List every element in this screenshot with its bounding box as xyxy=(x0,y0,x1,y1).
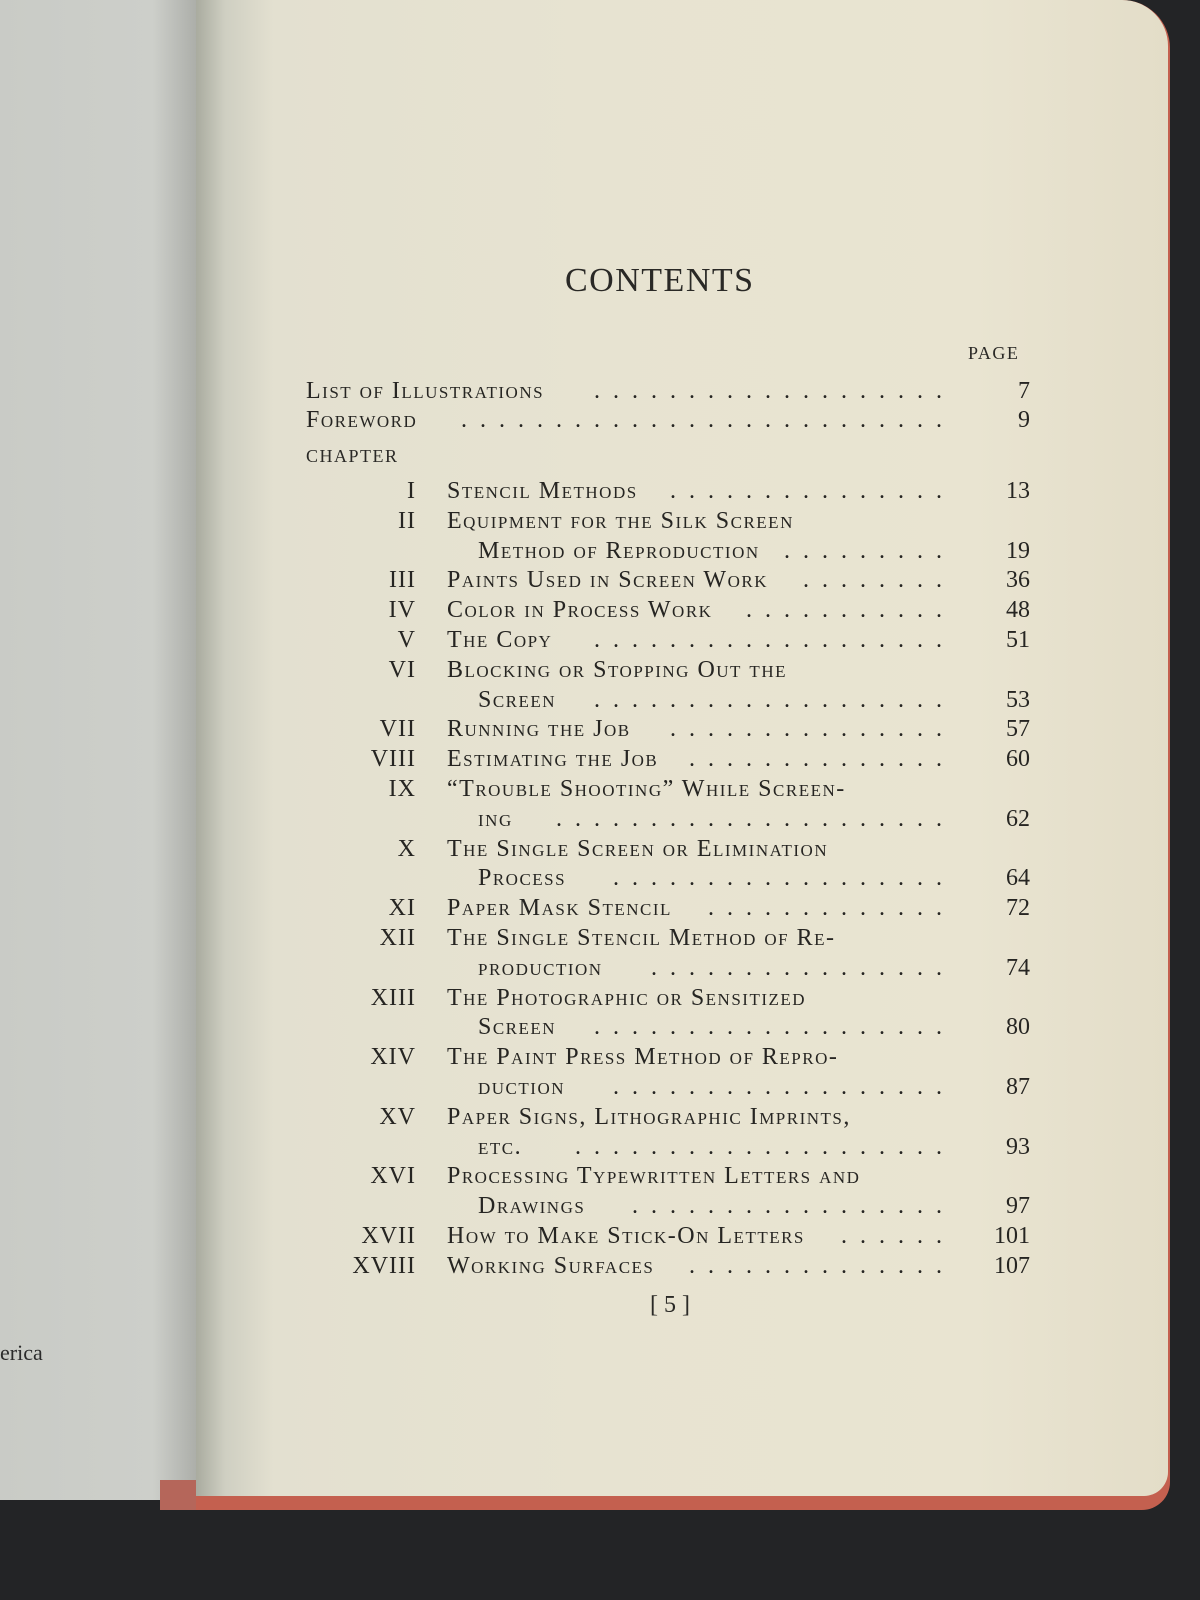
chapter-page: 53 xyxy=(1006,686,1030,713)
left-page-text-fragment: erica xyxy=(0,1340,43,1365)
chapter-title: Processing Typewritten Letters and xyxy=(447,1163,861,1190)
chapter-numeral: IX xyxy=(388,776,416,802)
chapter-title: Paints Used in Screen Work xyxy=(447,567,768,594)
dot-leader: ................... xyxy=(594,1014,955,1041)
chapter-page: 13 xyxy=(1006,478,1030,504)
chapter-numeral: XVII xyxy=(361,1223,416,1249)
chapter-title: The Single Screen or Elimination xyxy=(447,835,829,862)
chapter-numeral: XIV xyxy=(370,1044,416,1071)
chapter-column-header: CHAPTER xyxy=(306,446,399,466)
chapter-title: “Trouble Shooting” While Screen- xyxy=(447,776,846,802)
chapter-title: Working Surfaces xyxy=(447,1252,655,1279)
chapter-numeral: XII xyxy=(379,925,416,951)
chapter-title-continued: Method of Reproduction xyxy=(478,537,760,564)
chapter-title-continued: Screen xyxy=(478,1014,557,1041)
left-page xyxy=(0,0,218,1500)
front-matter-title: Foreword xyxy=(306,407,418,433)
chapter-title: The Single Stencil Method of Re- xyxy=(447,925,836,951)
chapter-title: Equipment for the Silk Screen xyxy=(447,507,794,534)
chapter-numeral: III xyxy=(389,567,416,594)
chapter-numeral: X xyxy=(397,835,416,862)
chapter-numeral: VII xyxy=(379,716,416,743)
chapter-page: 74 xyxy=(1006,954,1030,981)
chapter-page: 19 xyxy=(1006,537,1030,564)
dot-leader: .................. xyxy=(613,865,955,892)
dot-leader: ..................... xyxy=(556,805,955,832)
front-matter-title: List of Illustrations xyxy=(306,378,545,404)
chapter-numeral: XV xyxy=(379,1103,416,1130)
dot-leader: .................... xyxy=(575,1133,955,1160)
chapter-numeral: V xyxy=(397,627,416,653)
page-column-header: PAGE xyxy=(968,343,1020,363)
chapter-title-continued: ing xyxy=(478,805,513,832)
chapter-numeral: II xyxy=(398,507,416,534)
chapter-numeral: XIII xyxy=(370,984,416,1011)
chapter-title-continued: Drawings xyxy=(478,1193,586,1220)
contents-title: CONTENTS xyxy=(565,262,755,299)
chapter-page: 57 xyxy=(1006,716,1030,743)
chapter-title: Running the Job xyxy=(447,716,631,743)
chapter-page: 60 xyxy=(1006,746,1030,773)
chapter-page: 48 xyxy=(1006,597,1030,624)
dot-leader: ................ xyxy=(651,954,955,981)
chapter-title-continued: production xyxy=(478,954,603,981)
chapter-title: The Paint Press Method of Repro- xyxy=(447,1044,839,1071)
dot-leader: .......................... xyxy=(461,407,955,433)
dot-leader: ................. xyxy=(632,1193,955,1220)
dot-leader: ................... xyxy=(594,627,955,653)
chapter-numeral: VIII xyxy=(370,746,416,773)
chapter-title: How to Make Stick-On Letters xyxy=(447,1223,805,1249)
dot-leader: ...... xyxy=(841,1223,955,1249)
chapter-numeral: XI xyxy=(388,895,416,922)
chapter-page: 62 xyxy=(1006,805,1030,832)
dot-leader: ........ xyxy=(803,567,955,594)
dot-leader: .................. xyxy=(613,1074,955,1100)
dot-leader: ......... xyxy=(784,537,955,564)
chapter-page: 64 xyxy=(1006,865,1030,892)
chapter-title: Estimating the Job xyxy=(447,746,659,773)
chapter-numeral: VI xyxy=(388,656,416,683)
chapter-title: Color in Process Work xyxy=(447,597,713,624)
dot-leader: .............. xyxy=(689,1252,955,1279)
chapter-page: 36 xyxy=(1006,567,1030,594)
chapter-numeral: XVI xyxy=(370,1163,416,1190)
dot-leader: ................... xyxy=(594,378,955,404)
front-matter-page: 9 xyxy=(1018,407,1030,433)
chapter-page: 87 xyxy=(1006,1074,1030,1100)
chapter-page: 101 xyxy=(994,1223,1030,1249)
chapter-numeral: XVIII xyxy=(352,1252,416,1279)
dot-leader: ............... xyxy=(670,478,955,504)
dot-leader: .............. xyxy=(689,746,955,773)
chapter-title: Paper Signs, Lithographic Imprints, xyxy=(447,1103,851,1130)
chapter-page: 97 xyxy=(1006,1193,1030,1220)
chapter-page: 51 xyxy=(1006,627,1030,653)
chapter-numeral: I xyxy=(407,478,416,504)
chapter-title: The Copy xyxy=(447,627,553,653)
chapter-title: The Photographic or Sensitized xyxy=(447,984,807,1011)
chapter-page: 72 xyxy=(1006,895,1030,922)
chapter-title-continued: Process xyxy=(478,865,567,892)
front-matter-page: 7 xyxy=(1018,378,1030,404)
chapter-page: 107 xyxy=(994,1252,1030,1279)
chapter-title: Blocking or Stopping Out the xyxy=(447,656,787,683)
chapter-numeral: IV xyxy=(388,597,416,624)
chapter-title-continued: Screen xyxy=(478,686,557,713)
chapter-title: Paper Mask Stencil xyxy=(447,895,672,922)
dot-leader: ........... xyxy=(746,597,955,624)
chapter-page: 80 xyxy=(1006,1014,1030,1041)
chapter-page: 93 xyxy=(1006,1133,1030,1160)
dot-leader: ............... xyxy=(670,716,955,743)
dot-leader: ................... xyxy=(594,686,955,713)
dot-leader: ............. xyxy=(708,895,955,922)
chapter-title: Stencil Methods xyxy=(447,478,638,504)
page-number: [ 5 ] xyxy=(650,1292,690,1318)
chapter-title-continued: duction xyxy=(478,1074,565,1100)
chapter-title-continued: etc. xyxy=(478,1133,523,1160)
